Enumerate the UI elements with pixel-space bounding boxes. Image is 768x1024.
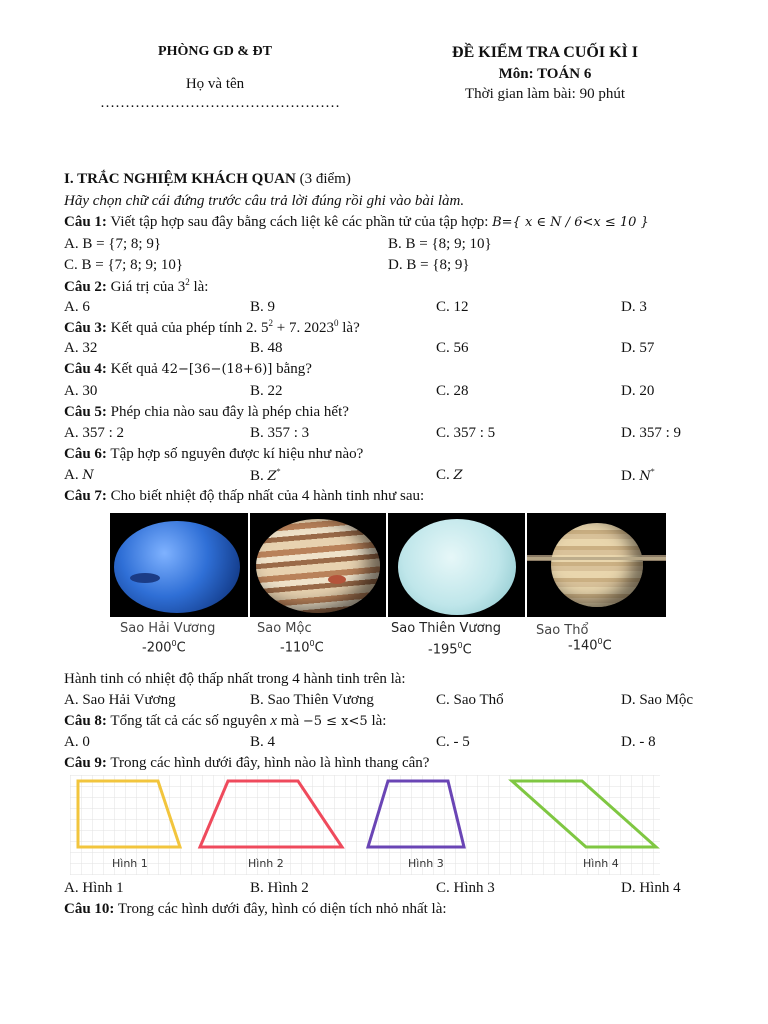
q6-option-c: C. Z: [436, 467, 463, 483]
q3-option-a: A. 32: [64, 340, 98, 356]
section-title: I. TRẮC NGHIỆM KHÁCH QUAN (3 điểm): [64, 171, 351, 187]
name-label: Họ và tên: [185, 76, 245, 92]
q4-option-a: A. 30: [64, 383, 98, 399]
q2-text: Câu 2: Giá trị của $3^2$ là:: [64, 277, 209, 295]
q8-text: Câu 8: Tổng tất cả các số nguyên x mà −5 ≤ x<5 là:: [64, 713, 387, 729]
q7-option-a: A. Sao Hải Vương: [64, 692, 176, 708]
shapes-svg: [70, 775, 660, 875]
q5-option-b: B. 357 : 3: [250, 425, 310, 441]
q1-option-b: B. B = {8; 9; 10}: [388, 236, 492, 252]
q1-option-d: D. B = {8; 9}: [388, 257, 470, 273]
planet-name-jupiter: Sao Mộc: [257, 621, 312, 636]
name-dots: …………………………………………: [100, 95, 340, 111]
trapezoid-figure: [70, 775, 660, 875]
q4-option-c: C. 28: [436, 383, 469, 399]
q9-option-c: C. Hình 3: [436, 880, 495, 896]
q3-option-d: D. 57: [621, 340, 655, 356]
planet-temp-saturn: $-140^0C$: [568, 637, 612, 654]
exam-duration: Thời gian làm bài: 90 phút: [465, 86, 625, 102]
planet-name-saturn: Sao Thổ: [536, 623, 589, 638]
q6-option-d: D. N*: [621, 467, 655, 484]
shape-label-3: Hình 3: [408, 857, 444, 870]
planet-name-neptune: Sao Hải Vương: [120, 621, 216, 636]
shape-label-4: Hình 4: [583, 857, 619, 870]
q8-option-c: C. - 5: [436, 734, 470, 750]
q9-text: Câu 9: Trong các hình dưới đây, hình nào là hình thang cân?: [64, 755, 430, 771]
q2-option-c: C. 12: [436, 299, 469, 315]
header-right: [400, 44, 690, 103]
q7-text: Câu 7: Cho biết nhiệt độ thấp nhất của 4 hành tinh như sau:: [64, 488, 425, 504]
q7-option-d: D. Sao Mộc: [621, 692, 694, 708]
header-left: [100, 44, 340, 112]
planet-temp-jupiter: $-110^0C$: [280, 639, 324, 656]
q2-option-a: A. 6: [64, 299, 90, 315]
planets-figure: [110, 513, 666, 660]
q8-option-a: A. 0: [64, 734, 90, 750]
q8-option-d: D. - 8: [621, 734, 656, 750]
q1-text: Câu 1: Viết tập hợp sau đây bằng cách liệt kê các phần tử của tập hợp: B={ x ∈ N / 6<x ≤ 10 }: [64, 214, 649, 230]
q10-text: Câu 10: Trong các hình dưới đây, hình có diện tích nhỏ nhất là:: [64, 901, 447, 917]
q7-question: Hành tinh có nhiệt độ thấp nhất trong 4 hành tinh trên là:: [64, 671, 406, 687]
school-office: PHÒNG GD & ĐT: [158, 44, 272, 59]
section-instruction: Hãy chọn chữ cái đứng trước câu trả lời đúng rồi ghi vào bài làm.: [64, 193, 465, 209]
q5-option-a: A. 357 : 2: [64, 425, 124, 441]
planet-temp-uranus: $-195^0C$: [428, 641, 472, 658]
q2-option-b: B. 9: [250, 299, 276, 315]
q6-text: Câu 6: Tập hợp số nguyên được kí hiệu như nào?: [64, 446, 364, 462]
q7-option-c: C. Sao Thổ: [436, 692, 504, 708]
q6-option-a: A. N: [64, 467, 94, 483]
exam-title: ĐỀ KIỂM TRA CUỐI KÌ I: [452, 44, 638, 61]
q8-option-b: B. 4: [250, 734, 276, 750]
q1-option-a: A. B = {7; 8; 9}: [64, 236, 162, 252]
q3-option-b: B. 48: [250, 340, 283, 356]
q2-option-d: D. 3: [621, 299, 647, 315]
q9-option-b: B. Hình 2: [250, 880, 309, 896]
q5-text: Câu 5: Phép chia nào sau đây là phép chia hết?: [64, 404, 349, 420]
q3-text: Câu 3: Kết quả của phép tính 2. $5^2 + 7$. 2023$^0$ là?: [64, 318, 360, 336]
exam-subject: Môn: TOÁN 6: [498, 66, 592, 82]
q9-option-d: D. Hình 4: [621, 880, 681, 896]
shape-label-2: Hình 2: [248, 857, 284, 870]
q9-option-a: A. Hình 1: [64, 880, 124, 896]
q5-option-d: D. 357 : 9: [621, 425, 681, 441]
jupiter-image: [250, 513, 386, 617]
planet-name-uranus: Sao Thiên Vương: [391, 621, 502, 636]
q7-option-b: B. Sao Thiên Vương: [250, 692, 374, 708]
q1-option-c: C. B = {7; 8; 9; 10}: [64, 257, 184, 273]
uranus-image: [388, 513, 525, 617]
q3-option-c: C. 56: [436, 340, 469, 356]
q4-option-d: D. 20: [621, 383, 655, 399]
planet-temp-neptune: $-200^0C$: [142, 639, 186, 656]
q4-text: Câu 4: Kết quả 42−[36−(18+6)] bằng?: [64, 361, 312, 377]
q6-option-b: B. Z*: [250, 467, 281, 484]
q5-option-c: C. 357 : 5: [436, 425, 496, 441]
shape-label-1: Hình 1: [112, 857, 148, 870]
saturn-image: [527, 513, 666, 617]
q4-option-b: B. 22: [250, 383, 283, 399]
neptune-image: [110, 513, 248, 617]
